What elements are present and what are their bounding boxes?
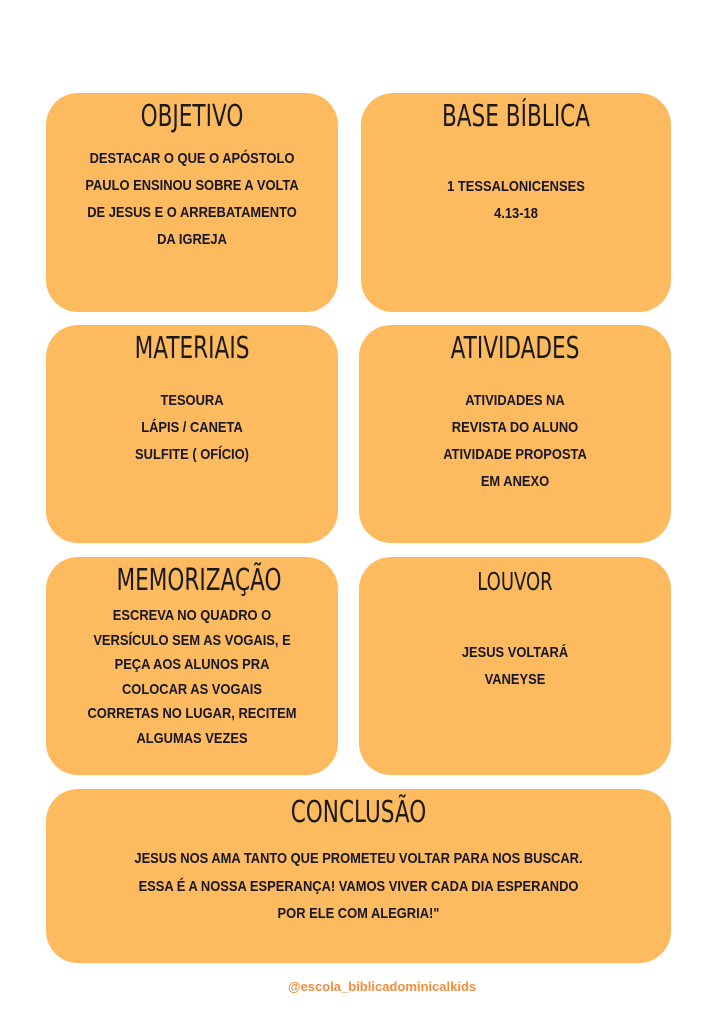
card-title: CONCLUSÃO bbox=[290, 795, 427, 830]
card-body bbox=[66, 387, 317, 468]
card-body bbox=[90, 845, 628, 928]
card-conclusao bbox=[46, 789, 671, 963]
body-line: TESOURA bbox=[160, 392, 224, 409]
body-line: POR ELE COM ALEGRIA!" bbox=[277, 905, 440, 922]
card-title: MATERIAIS bbox=[134, 331, 250, 366]
body-line: CORRETAS NO LUGAR, RECITEM bbox=[87, 705, 297, 722]
card-louvor bbox=[359, 557, 671, 775]
card-title: BASE BÍBLICA bbox=[441, 99, 591, 134]
card-materiais bbox=[46, 325, 338, 543]
card-body bbox=[381, 639, 649, 693]
body-line: VANEYSE bbox=[484, 671, 546, 688]
body-line: ATIVIDADES NA bbox=[465, 392, 565, 409]
body-line: LÁPIS / CANETA bbox=[141, 419, 243, 436]
body-line: PEÇA AOS ALUNOS PRA bbox=[114, 656, 270, 673]
body-line: DE JESUS E O ARREBATAMENTO bbox=[87, 204, 297, 221]
body-line: REVISTA DO ALUNO bbox=[451, 419, 579, 436]
body-line: EM ANEXO bbox=[480, 473, 550, 490]
body-line: COLOCAR AS VOGAIS bbox=[121, 680, 262, 698]
body-line: SULFITE ( OFÍCIO) bbox=[135, 446, 249, 463]
card-title: OBJETIVO bbox=[140, 99, 244, 134]
card-title: LOUVOR bbox=[477, 567, 553, 596]
card-body bbox=[66, 604, 317, 751]
body-line: DA IGREJA bbox=[157, 231, 227, 248]
body-line: VERSÍCULO SEM AS VOGAIS, E bbox=[93, 631, 291, 649]
body-line: ESCREVA NO QUADRO O bbox=[112, 607, 272, 624]
footer-handle: @escola_biblicadominicalkids bbox=[287, 979, 477, 994]
body-line: 1 TESSALONICENSES bbox=[447, 178, 585, 195]
card-body bbox=[381, 387, 649, 495]
card-title: MEMORIZAÇÃO bbox=[116, 563, 282, 598]
card-memorizacao bbox=[46, 557, 338, 775]
body-line: ESSA É A NOSSA ESPERANÇA! VAMOS VIVER CADA DIA ESPERANDO bbox=[138, 877, 579, 895]
body-line: DESTACAR O QUE O APÓSTOLO bbox=[89, 150, 295, 167]
card-atividades bbox=[359, 325, 671, 543]
card-base-biblica bbox=[361, 93, 671, 312]
card-title: ATIVIDADES bbox=[450, 331, 580, 366]
body-line: ATIVIDADE PROPOSTA bbox=[443, 446, 587, 463]
card-body bbox=[383, 173, 650, 227]
body-line: ALGUMAS VEZES bbox=[136, 729, 248, 747]
card-objetivo bbox=[46, 93, 338, 312]
body-line: 4.13-18 bbox=[494, 205, 538, 222]
body-line: JESUS VOLTARÁ bbox=[461, 644, 569, 661]
body-line: PAULO ENSINOU SOBRE A VOLTA bbox=[85, 177, 299, 194]
card-body bbox=[66, 145, 317, 253]
body-line: JESUS NOS AMA TANTO QUE PROMETEU VOLTAR PARA NOS BUSCAR. bbox=[134, 850, 583, 867]
